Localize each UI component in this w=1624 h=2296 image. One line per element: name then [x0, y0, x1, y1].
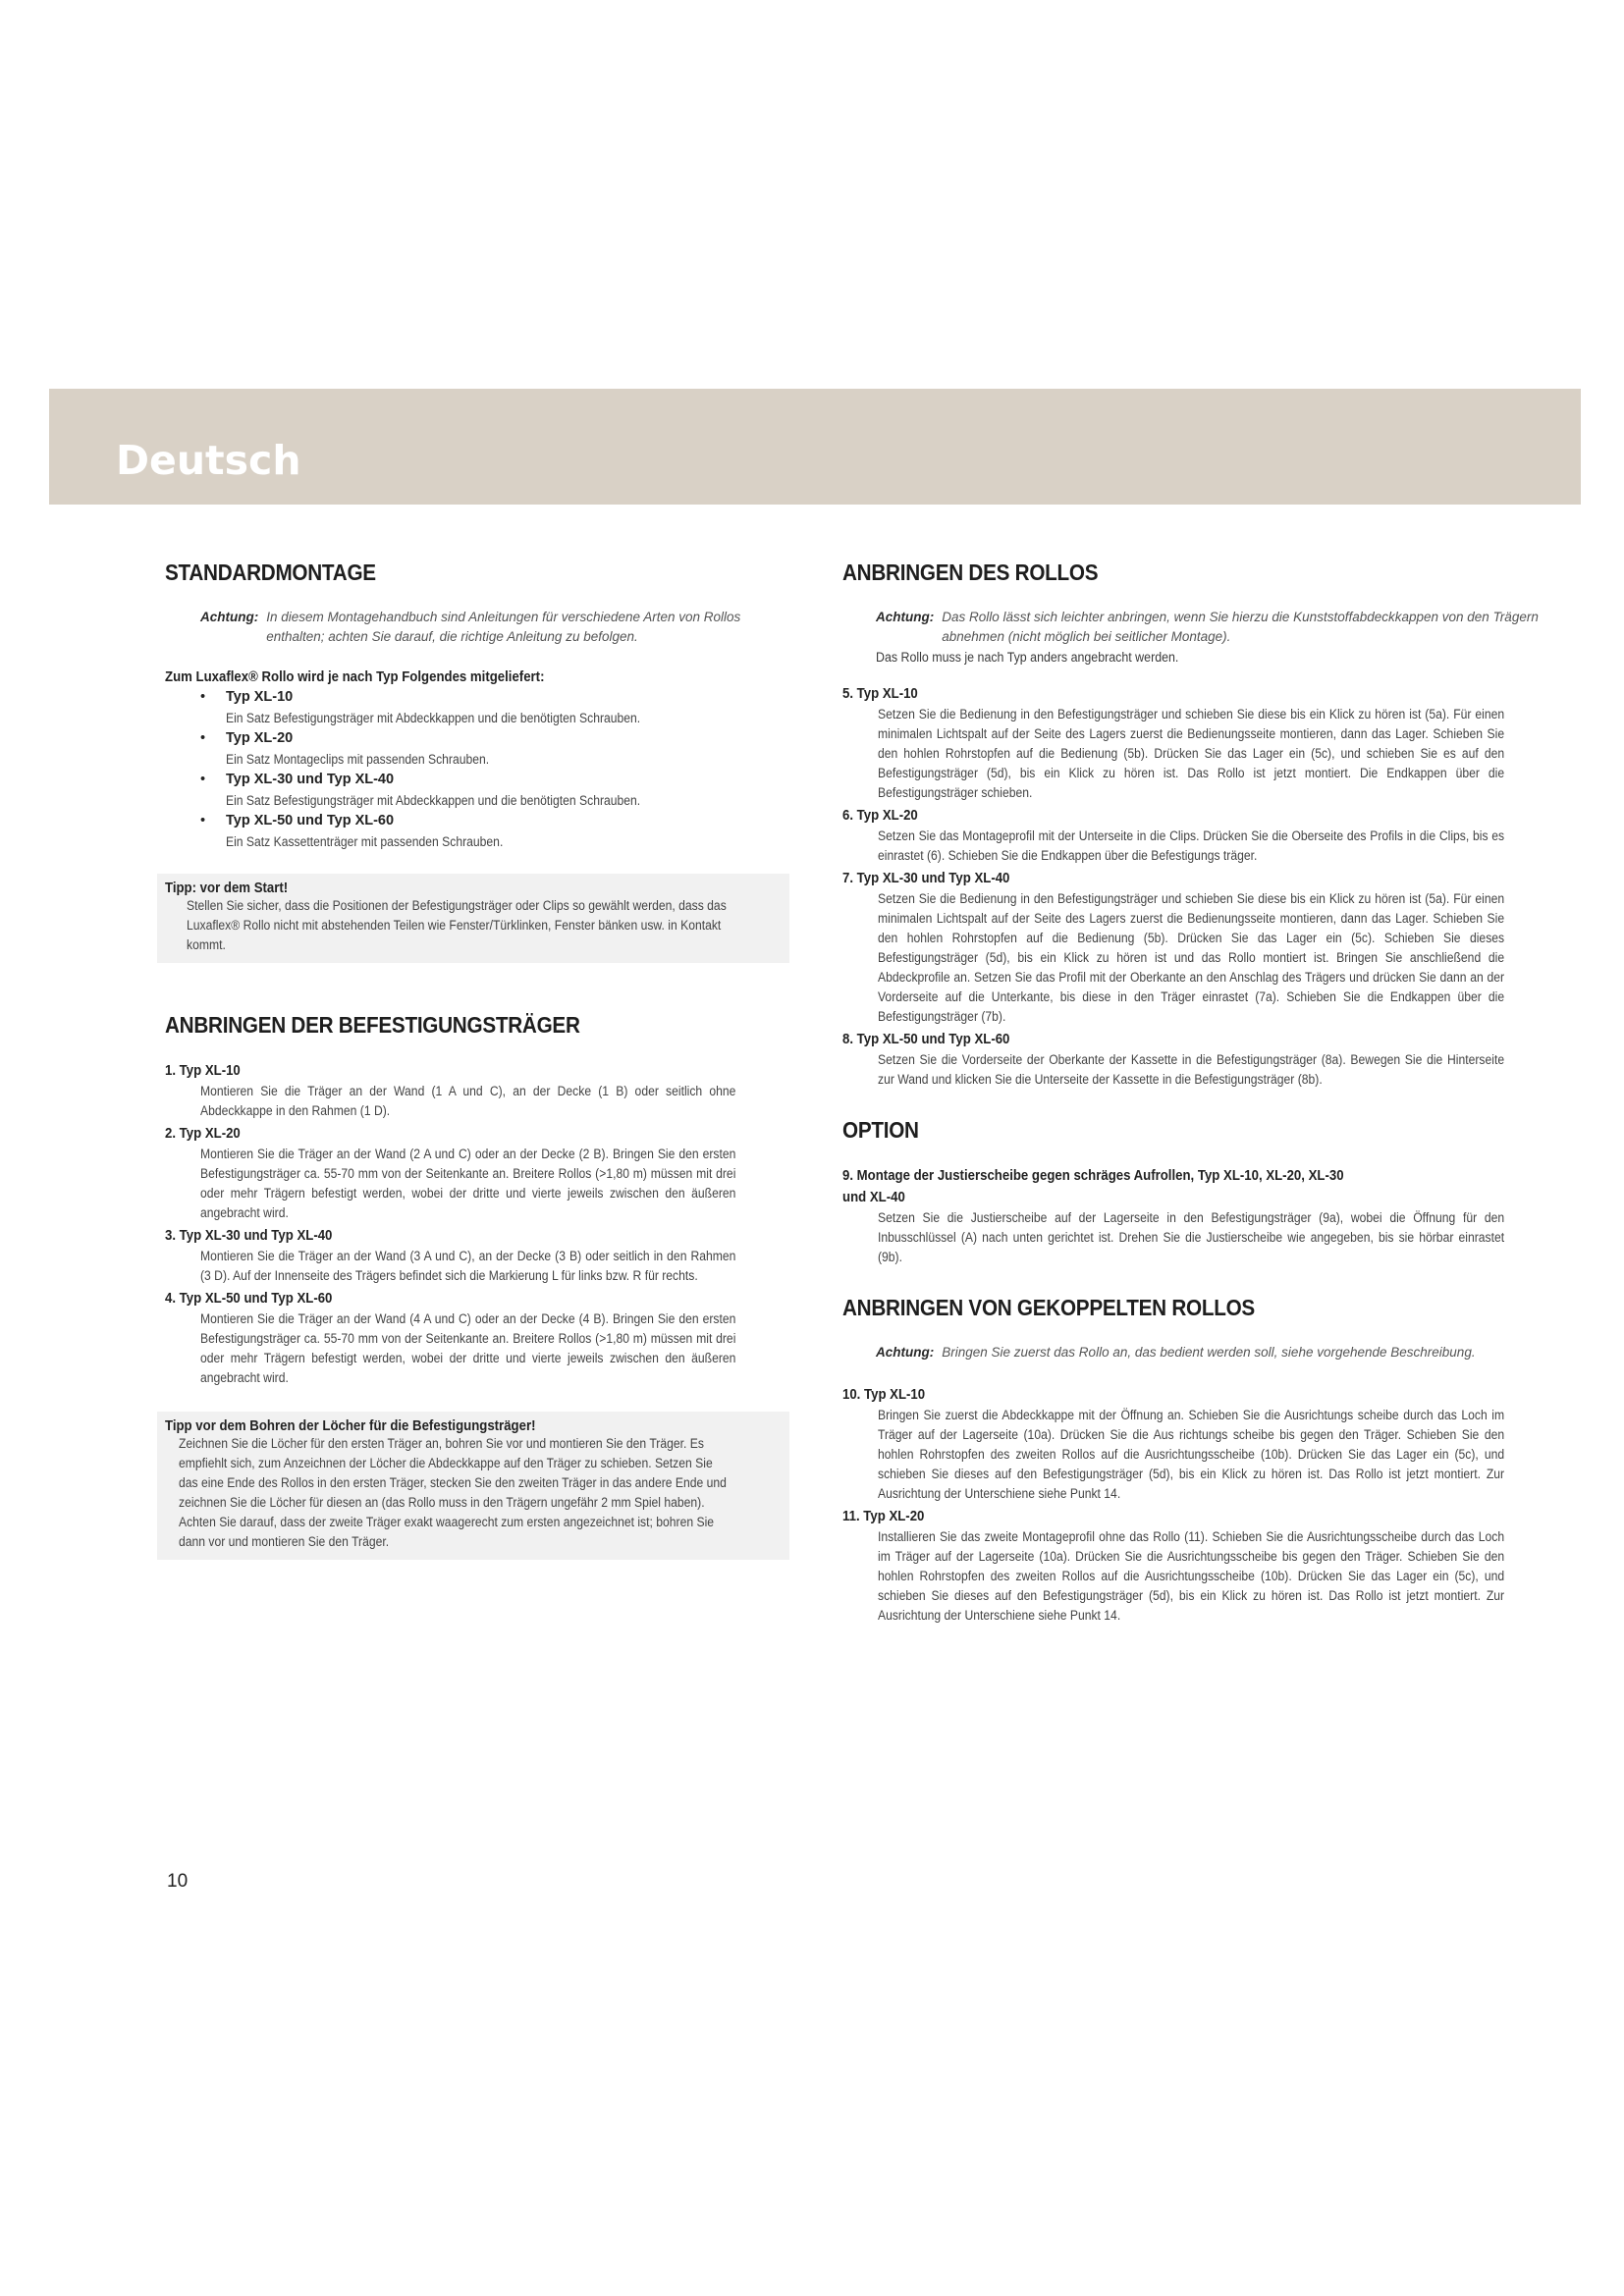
step-text: Setzen Sie die Vorderseite der Oberkante der Kassette in die Befestigungsträger (8a). Bewegen Sie die Hinterseite zur Wand und klicken Sie die Unterseite der Kassette in die Befestigungsträger (8b).: [878, 1052, 1505, 1087]
mounting-note: [876, 608, 1574, 647]
step-title: 2. Typ XL-20: [165, 1125, 241, 1142]
step-text: Montieren Sie die Träger an der Wand (4 A und C) oder an der Decke (4 B). Bringen Sie den ersten Befestigungsträger ca. 55-70 mm von der Seitenkante an. Breitere Rollos (>1,80 m) müssen mit drei oder mehr Trägern befestigt werden, wobei der dritte und vierte jeweils zwischen den äußeren angebracht wird.: [200, 1311, 736, 1385]
tip-box-drilling: [157, 1412, 789, 1560]
step-title: 3. Typ XL-30 und Typ XL-40: [165, 1227, 333, 1244]
step-title: 8. Typ XL-50 und Typ XL-60: [842, 1031, 1010, 1047]
step-title: 9. Montage der Justierscheibe gegen schräges Aufrollen, Typ XL-10, XL-20, XL-30 und XL-40: [842, 1167, 1344, 1205]
tip-text: Zeichnen Sie die Löcher für den ersten Träger an, bohren Sie vor und montieren Sie den Träger. Es empfiehlt sich, zum Anzeichnen der Löcher die Abdeckkappe auf den Träger zu schieben. Setzen Sie das eine Ende des Rollos in den ersten Träger, stecken Sie den zweiten Träger in das andere Ende und zeichnen Sie die Löcher für diesen an (das Rollo muss in den Trägern ungefähr 2 mm Spiel haben). Achten Sie darauf, dass der zweite Träger exakt waagerecht zum ersten angezeichnet ist; bohren Sie dann vor und montieren Sie den Träger.: [179, 1436, 727, 1549]
step-title: 7. Typ XL-30 und Typ XL-40: [842, 870, 1010, 886]
right-column: [842, 560, 1574, 1628]
step-text: Bringen Sie zuerst die Abdeckkappe mit der Öffnung an. Schieben Sie die Ausrichtungs scheibe durch das Loch im Träger auf der Lagerseite (10a). Drücken Sie die Aus richtungs scheibe bis gegen den Träger. Schieben Sie den hohlen Rohrstopfen des zweiten Rollos auf die Ausrichtungsscheibe (10b). Drücken Sie das Lager ein (5c), und schieben Sie dieses auf den Befestigungsträger (5d), bis ein Klick zu hören ist. Das Rollo ist jetzt montiert. Zur Ausrichtung der Unterschiene siehe Punkt 14.: [878, 1408, 1505, 1501]
delivery-title: Zum Luxaflex® Rollo wird je nach Typ Folgendes mitgeliefert:: [165, 668, 545, 685]
brackets-title: ANBRINGEN DER BEFESTIGUNGSTRÄGER: [165, 1012, 580, 1038]
step-title: 6. Typ XL-20: [842, 807, 918, 824]
step-text: Installieren Sie das zweite Montageprofil ohne das Rollo (11). Schieben Sie die Ausrichtungsscheibe durch das Loch im Träger auf der Lagerseite (10a). Drücken Sie die Ausrichtungsscheibe bis gegen den Träger. Schieben Sie den hohlen Rohrstopfen des zweiten Rollos auf die Ausrichtungsscheibe (10b). Drücken Sie das Lager ein (5c), und schieben Sie dieses auf den Befestigungsträger (5d), bis ein Klick zu hören ist. Das Rollo ist jetzt montiert. Zur Ausrichtung der Unterschiene siehe Punkt 14.: [878, 1529, 1505, 1623]
list-item-desc: Ein Satz Befestigungsträger mit Abdeckkappen und die benötigten Schrauben.: [226, 711, 641, 725]
list-item: • Typ XL-30 und Typ XL-40: [200, 772, 395, 787]
step-text: Setzen Sie die Justierscheibe auf der Lagerseite in den Befestigungsträger (9a), wobei die Öffnung für den Inbusschlüssel (A) nach unten gerichtet ist. Drehen Sie die Justierscheibe wie angegeben, bis sie hörbar einrastet (9b).: [878, 1210, 1505, 1264]
step-title: 1. Typ XL-10: [165, 1062, 241, 1079]
tip-text: Stellen Sie sicher, dass die Positionen der Befestigungsträger oder Clips so gewählt werden, dass das Luxaflex® Rollo nicht mit abstehenden Teilen wie Fenster/Türklinken, Fenster bänken usw. in Kontakt kommt.: [187, 898, 727, 952]
step-title: 10. Typ XL-10: [842, 1386, 926, 1403]
step-text: Setzen Sie die Bedienung in den Befestigungsträger und schieben Sie diese bis ein Klick zu hören ist (5a). Für einen minimalen Lichtspalt auf der Seite des Lagers zuerst die Bedienungsseite montieren, dann das Lager. Schieben Sie den hohlen Rohrstopfen auf die Bedienung (5b). Drücken Sie das Lager ein (5c). Schieben Sie dieses Befestigungsträger (5d), bis ein Klick zu hören ist und das Rollo montiert ist. Bringen Sie anschließend die Abdeckprofile an. Setzen Sie das Profil mit der Oberkante an den Anschlag des Trägers und drücken Sie dann an der Vorderseite auf die Unterkante, bis diese in den Träger einrastet (7a). Schieben Sie die Endkappen über die Befestigungsträger (7b).: [878, 891, 1505, 1024]
note-label: Achtung:: [200, 610, 259, 624]
step-text: Setzen Sie die Bedienung in den Befestigungsträger und schieben Sie diese bis ein Klick zu hören ist (5a). Für einen minimalen Lichtspalt auf der Seite des Lagers zuerst die Bedienungsseite montieren, dann das Lager. Schieben Sie den hohlen Rohrstopfen auf die Bedienung (5b). Drücken Sie das Lager ein (5c), und schieben Sie es auf den Befestigungsträger (5d), bis ein Klick zu hören ist. Das Rollo ist jetzt montiert. Die Endkappen über die Befestigungsträger schieben.: [878, 707, 1505, 800]
step-title: 11. Typ XL-20: [842, 1508, 925, 1524]
mounting-intro: Das Rollo muss je nach Typ anders angebracht werden.: [876, 650, 1179, 665]
page-number: 10: [167, 1871, 189, 1892]
list-item-desc: Ein Satz Montageclips mit passenden Schrauben.: [226, 752, 490, 767]
step-title: 5. Typ XL-10: [842, 685, 918, 702]
list-item: • Typ XL-10: [200, 689, 294, 705]
mounting-title: ANBRINGEN DES ROLLOS: [842, 560, 1099, 585]
coupled-note: [876, 1343, 1574, 1362]
coupled-title: ANBRINGEN VON GEKOPPELTEN ROLLOS: [842, 1295, 1255, 1320]
step-text: Montieren Sie die Träger an der Wand (1 A und C), an der Decke (1 B) oder seitlich ohne Abdeckkappe in den Rahmen (1 D).: [200, 1084, 736, 1118]
note-text: Das Rollo lässt sich leichter anbringen, wenn Sie hierzu die Kunststoffabdeckkappen von den Trägern abnehmen (nicht möglich bei seitlicher Montage).: [942, 610, 1539, 644]
step-text: Montieren Sie die Träger an der Wand (3 A und C), an der Decke (3 B) oder seitlich in den Rahmen (3 D). Auf der Innenseite des Trägers befindet sich die Markierung L für links bzw. R für rechts.: [200, 1249, 736, 1283]
standard-title: STANDARDMONTAGE: [165, 560, 376, 585]
step-text: Montieren Sie die Träger an der Wand (2 A und C) oder an der Decke (2 B). Bringen Sie den ersten Befestigungsträger ca. 55-70 mm von der Seitenkante an. Breitere Rollos (>1,80 m) müssen mit drei oder mehr Trägern befestigt werden, wobei der dritte und vierte jeweils zwischen den äußeren angebracht wird.: [200, 1147, 736, 1220]
standard-note: [200, 608, 795, 647]
step-title: 4. Typ XL-50 und Typ XL-60: [165, 1290, 333, 1307]
left-column: [165, 560, 795, 1609]
list-item-desc: Ein Satz Kassettenträger mit passenden Schrauben.: [226, 834, 504, 849]
tip-title: Tipp: vor dem Start!: [165, 880, 289, 896]
note-text: Bringen Sie zuerst das Rollo an, das bedient werden soll, siehe vorgehende Beschreibung.: [942, 1345, 1476, 1360]
note-text: In diesem Montagehandbuch sind Anleitungen für verschiedene Arten von Rollos enthalten; achten Sie darauf, die richtige Anleitung zu befolgen.: [266, 610, 741, 644]
list-item-desc: Ein Satz Befestigungsträger mit Abdeckkappen und die benötigten Schrauben.: [226, 793, 641, 808]
option-title: OPTION: [842, 1117, 919, 1143]
language-title: Deutsch: [116, 437, 301, 484]
note-label: Achtung:: [876, 610, 935, 624]
tip-box-start: [157, 874, 789, 963]
step-text: Setzen Sie das Montageprofil mit der Unterseite in die Clips. Drücken Sie die Oberseite des Profils in die Clips, bis es einrastet (6). Schieben Sie die Endkappen über die Befestigungs träger.: [878, 828, 1505, 863]
tip-title: Tipp vor dem Bohren der Löcher für die Befestigungsträger!: [165, 1417, 536, 1434]
note-label: Achtung:: [876, 1345, 935, 1360]
list-item: • Typ XL-50 und Typ XL-60: [200, 813, 395, 828]
list-item: • Typ XL-20: [200, 730, 294, 746]
